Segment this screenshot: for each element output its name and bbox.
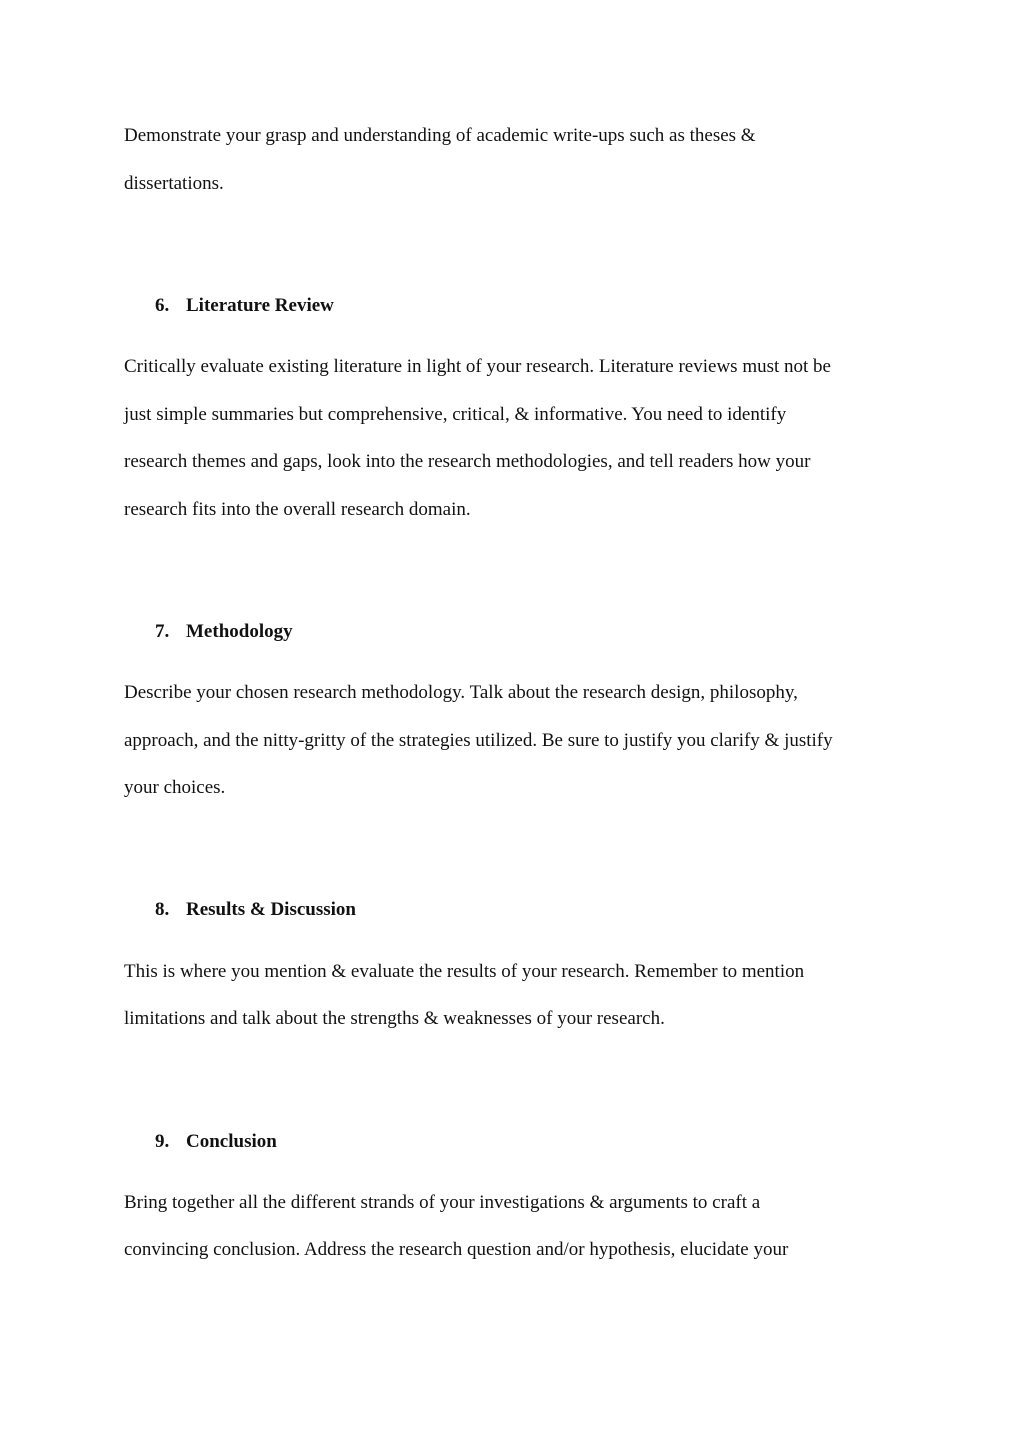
paragraph-line: your choices.: [124, 777, 226, 798]
section-heading-methodology: [155, 620, 293, 644]
paragraph-line: research themes and gaps, look into the research methodologies, and tell readers how your: [124, 451, 811, 472]
paragraph-line: This is where you mention & evaluate the results of your research. Remember to mention: [124, 961, 805, 982]
section-heading-literature-review: [155, 294, 334, 318]
paragraph-line: Critically evaluate existing literature in light of your research. Literature reviews must not be: [124, 356, 831, 377]
paragraph-line: limitations and talk about the strengths & weaknesses of your research.: [124, 1008, 665, 1029]
intro-line: Demonstrate your grasp and understanding of academic write-ups such as theses &: [124, 125, 756, 146]
section-title: Methodology: [186, 621, 293, 642]
paragraph-line: just simple summaries but comprehensive, critical, & informative. You need to identify: [124, 404, 787, 425]
section-number: 7.: [155, 621, 170, 642]
section-heading-conclusion: [155, 1130, 277, 1154]
section-number: 9.: [155, 1131, 170, 1152]
section-number: 6.: [155, 295, 170, 316]
section-title: Literature Review: [186, 295, 334, 316]
section-heading-results-discussion: [155, 898, 356, 922]
section-title: Conclusion: [186, 1131, 277, 1152]
paragraph-line: research fits into the overall research domain.: [124, 499, 471, 520]
paragraph-line: approach, and the nitty-gritty of the strategies utilized. Be sure to justify you clarify & justify: [124, 730, 833, 751]
paragraph-line: convincing conclusion. Address the research question and/or hypothesis, elucidate your: [124, 1239, 789, 1260]
intro-line: dissertations.: [124, 173, 224, 194]
section-number: 8.: [155, 899, 170, 920]
paragraph-line: Bring together all the different strands of your investigations & arguments to craft a: [124, 1192, 761, 1213]
section-title: Results & Discussion: [186, 899, 356, 920]
paragraph-line: Describe your chosen research methodology. Talk about the research design, philosophy,: [124, 682, 798, 703]
